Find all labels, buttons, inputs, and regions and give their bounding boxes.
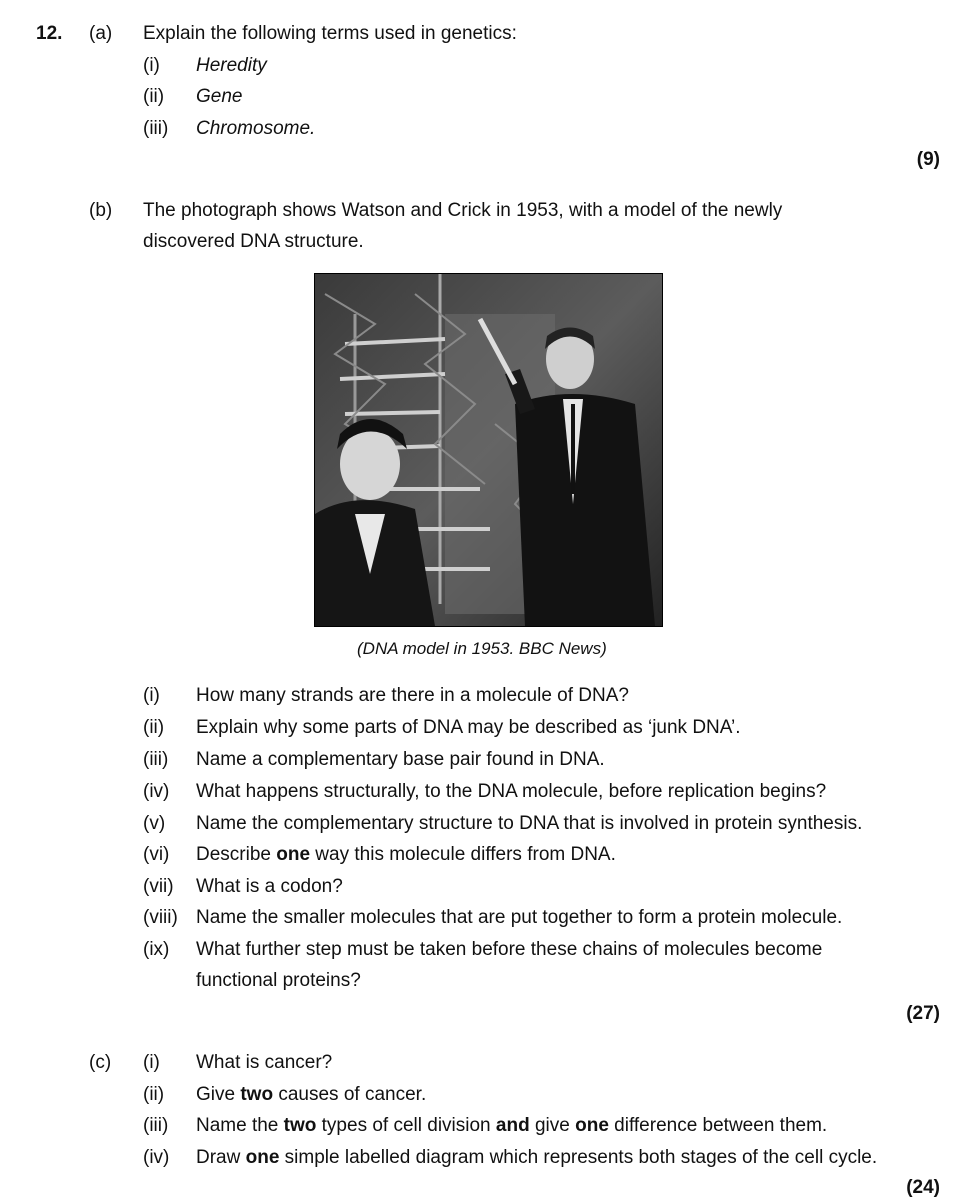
photo-caption: (DNA model in 1953. BBC News) <box>357 639 607 658</box>
part-b-item-text: Name the complementary structure to DNA that is involved in protein synthesis. <box>196 813 863 834</box>
part-c-item-text: Draw one simple labelled diagram which represents both stages of the cell cycle. <box>196 1147 878 1168</box>
term-gene: Gene <box>196 86 243 107</box>
part-b-label: (b) <box>89 200 113 221</box>
part-c-item-num: (i) <box>143 1052 160 1073</box>
term-heredity: Heredity <box>196 55 267 76</box>
part-b-item-text: What happens structurally, to the DNA molecule, before replication begins? <box>196 781 827 802</box>
part-c-label: (c) <box>89 1052 112 1073</box>
part-b-item-text: What is a codon? <box>196 876 343 897</box>
part-b-item-text: How many strands are there in a molecule of DNA? <box>196 685 629 706</box>
part-b-item-text: Name the smaller molecules that are put together to form a protein molecule. <box>196 907 843 928</box>
part-b-item-num: (vi) <box>143 844 170 865</box>
part-b-intro: The photograph shows Watson and Crick in 1953, with a model of the newly <box>143 200 783 221</box>
part-a-item-num: (iii) <box>143 118 169 139</box>
part-b-marks: (27) <box>906 1003 940 1024</box>
question-number: 12. <box>36 23 63 44</box>
part-c-item-num: (ii) <box>143 1084 165 1105</box>
part-c-item-num: (iv) <box>143 1147 170 1168</box>
part-b-intro-cont: discovered DNA structure. <box>143 231 364 252</box>
part-b-item-num: (iv) <box>143 781 170 802</box>
part-b-item-text: Describe one way this molecule differs from DNA. <box>196 844 616 865</box>
part-b-item-num: (iii) <box>143 749 169 770</box>
part-a-item-num: (i) <box>143 55 160 76</box>
term-chromosome: Chromosome. <box>196 118 316 139</box>
part-c-marks: (24) <box>906 1177 940 1198</box>
part-b-item-num: (vii) <box>143 876 174 897</box>
part-a-item-num: (ii) <box>143 86 165 107</box>
part-a-prompt: Explain the following terms used in genetics: <box>143 23 517 44</box>
part-b-item-text: Name a complementary base pair found in DNA. <box>196 749 605 770</box>
part-b-item-num: (ix) <box>143 939 170 960</box>
part-a-marks: (9) <box>916 149 940 170</box>
part-c-item-text: Name the two types of cell division and give one difference between them. <box>196 1115 828 1136</box>
part-b-item-text-cont: functional proteins? <box>196 970 361 991</box>
part-b-item-text: What further step must be taken before these chains of molecules become <box>196 939 823 960</box>
part-b-item-num: (i) <box>143 685 160 706</box>
part-c-item-num: (iii) <box>143 1115 169 1136</box>
part-a-label: (a) <box>89 23 113 44</box>
part-b-item-num: (viii) <box>143 907 178 928</box>
part-b-item-num: (ii) <box>143 717 165 738</box>
part-c-item-text: What is cancer? <box>196 1052 333 1073</box>
part-b-item-text: Explain why some parts of DNA may be described as ‘junk DNA’. <box>196 717 741 738</box>
part-c-item-text: Give two causes of cancer. <box>196 1084 427 1105</box>
part-b-item-num: (v) <box>143 813 166 834</box>
watson-crick-photo <box>314 273 663 627</box>
